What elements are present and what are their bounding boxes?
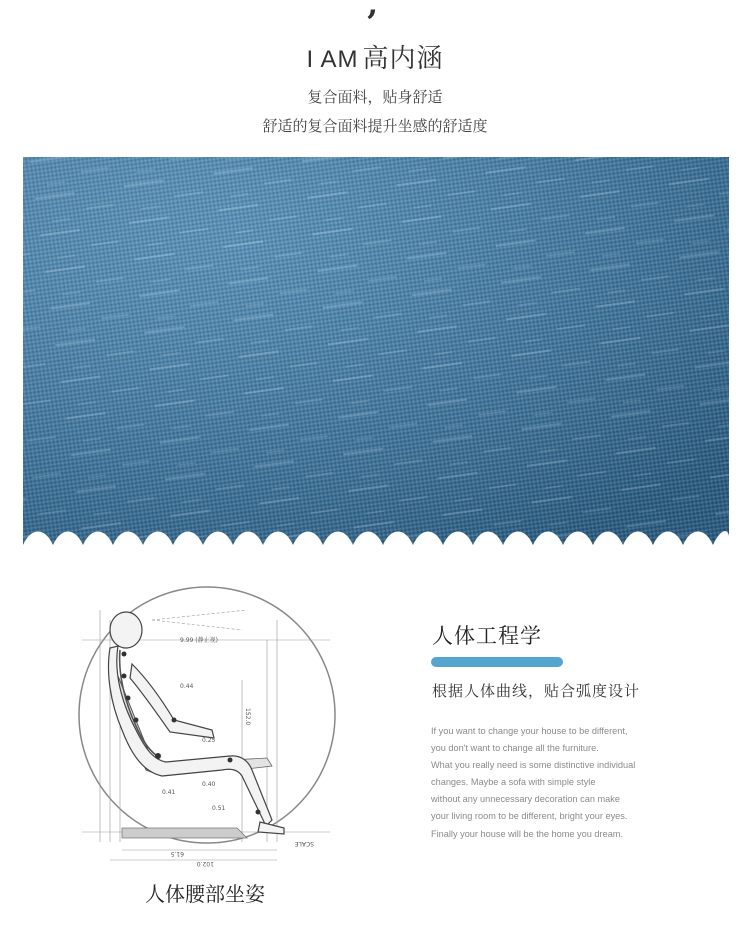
diagram-label: 0.40 <box>202 781 216 788</box>
subtitle-2: 舒适的复合面料提升坐感的舒适度 <box>262 117 488 135</box>
page-title <box>0 38 750 75</box>
ergonomics-title: 人体工程学 <box>432 624 542 648</box>
ergonomics-paragraph <box>431 723 701 843</box>
quote-mark: ’ <box>366 3 378 43</box>
subtitle-1: 复合面料，贴身舒适 <box>307 88 443 106</box>
diagram-label: 0.41 <box>162 789 176 796</box>
paragraph-line: If you want to change your house to be different, <box>431 726 628 736</box>
paragraph-line: changes. Maybe a sofa with simple style <box>431 777 596 788</box>
seated-posture-diagram <box>62 580 352 870</box>
fabric-texture-image <box>23 157 729 551</box>
diagram-caption: 人体腰部坐姿 <box>145 882 265 906</box>
header <box>0 0 750 150</box>
paragraph-line: Finally your house will be the home you dream. <box>431 828 624 839</box>
diagram-label: 0.44 <box>180 683 194 690</box>
diagram-label: 0.51 <box>212 805 226 812</box>
title-latin: I AM <box>306 46 359 73</box>
paragraph-line: your living room to be different, bright your eyes. <box>431 811 628 822</box>
paragraph-line: you don't want to change all the furniture. <box>431 743 599 754</box>
diagram-label: 61.5 <box>170 850 184 857</box>
title-cn: 高内涵 <box>362 44 444 74</box>
diagram-label: 0.25 <box>202 737 216 744</box>
diagram-label: 152.0 <box>244 708 251 726</box>
diagram-label: SCALE <box>294 840 314 847</box>
diagram-label: 9.99 (静止视) <box>180 637 218 644</box>
paragraph-line: without any unnecessary decoration can make <box>431 794 620 805</box>
paragraph-line: What you really need is some distinctive individual <box>431 760 636 771</box>
diagram-label: 102.0 <box>196 860 214 867</box>
ergonomics-accent-bar <box>431 657 563 667</box>
ergonomics-subtitle: 根据人体曲线，贴合弧度设计 <box>432 682 641 700</box>
